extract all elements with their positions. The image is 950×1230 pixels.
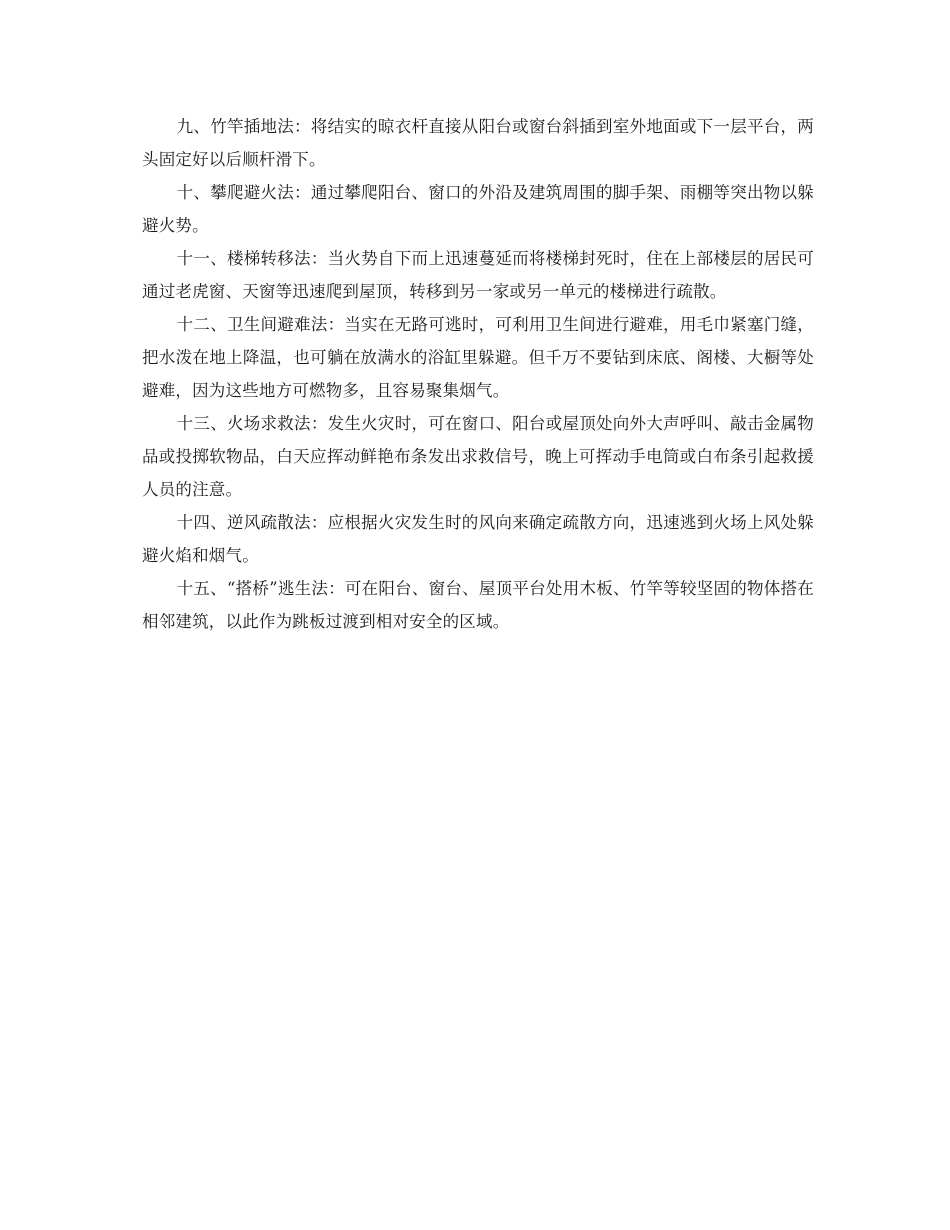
- paragraph-stair-transfer-method: 十一、楼梯转移法：当火势自下而上迅速蔓延而将楼梯封死时，住在上部楼层的居民可通过老虎窗、天窗等迅速爬到屋顶，转移到另一家或另一单元的楼梯进行疏散。: [142, 249, 814, 301]
- paragraph-bamboo-pole-method: 九、竹竿插地法：将结实的晾衣杆直接从阳台或窗台斜插到室外地面或下一层平台，两头固定好以后顺杆滑下。: [142, 117, 814, 169]
- paragraph-bathroom-refuge-method: 十二、卫生间避难法：当实在无路可逃时，可利用卫生间进行避难，用毛巾紧塞门缝，把水泼在地上降温，也可躺在放满水的浴缸里躲避。但千万不要钻到床底、阁楼、大橱等处避难，因为这些地方可燃物多，且容易聚集烟气。: [142, 315, 814, 400]
- document-body: [142, 110, 814, 638]
- paragraph-call-for-help-method: 十三、火场求救法：发生火灾时，可在窗口、阳台或屋顶处向外大声呼叫、敲击金属物品或投掷软物品，白天应挥动鲜艳布条发出求救信号，晚上可挥动手电筒或白布条引起救援人员的注意。: [142, 414, 814, 499]
- paragraph-upwind-evacuation-method: 十四、逆风疏散法：应根据火灾发生时的风向来确定疏散方向，迅速逃到火场上风处躲避火焰和烟气。: [142, 513, 814, 565]
- paragraph-climbing-method: 十、攀爬避火法：通过攀爬阳台、窗口的外沿及建筑周围的脚手架、雨棚等突出物以躲避火势。: [142, 183, 814, 235]
- paragraph-bridge-escape-method: 十五、“搭桥”逃生法：可在阳台、窗台、屋顶平台处用木板、竹竿等较坚固的物体搭在相邻建筑，以此作为跳板过渡到相对安全的区域。: [142, 579, 814, 631]
